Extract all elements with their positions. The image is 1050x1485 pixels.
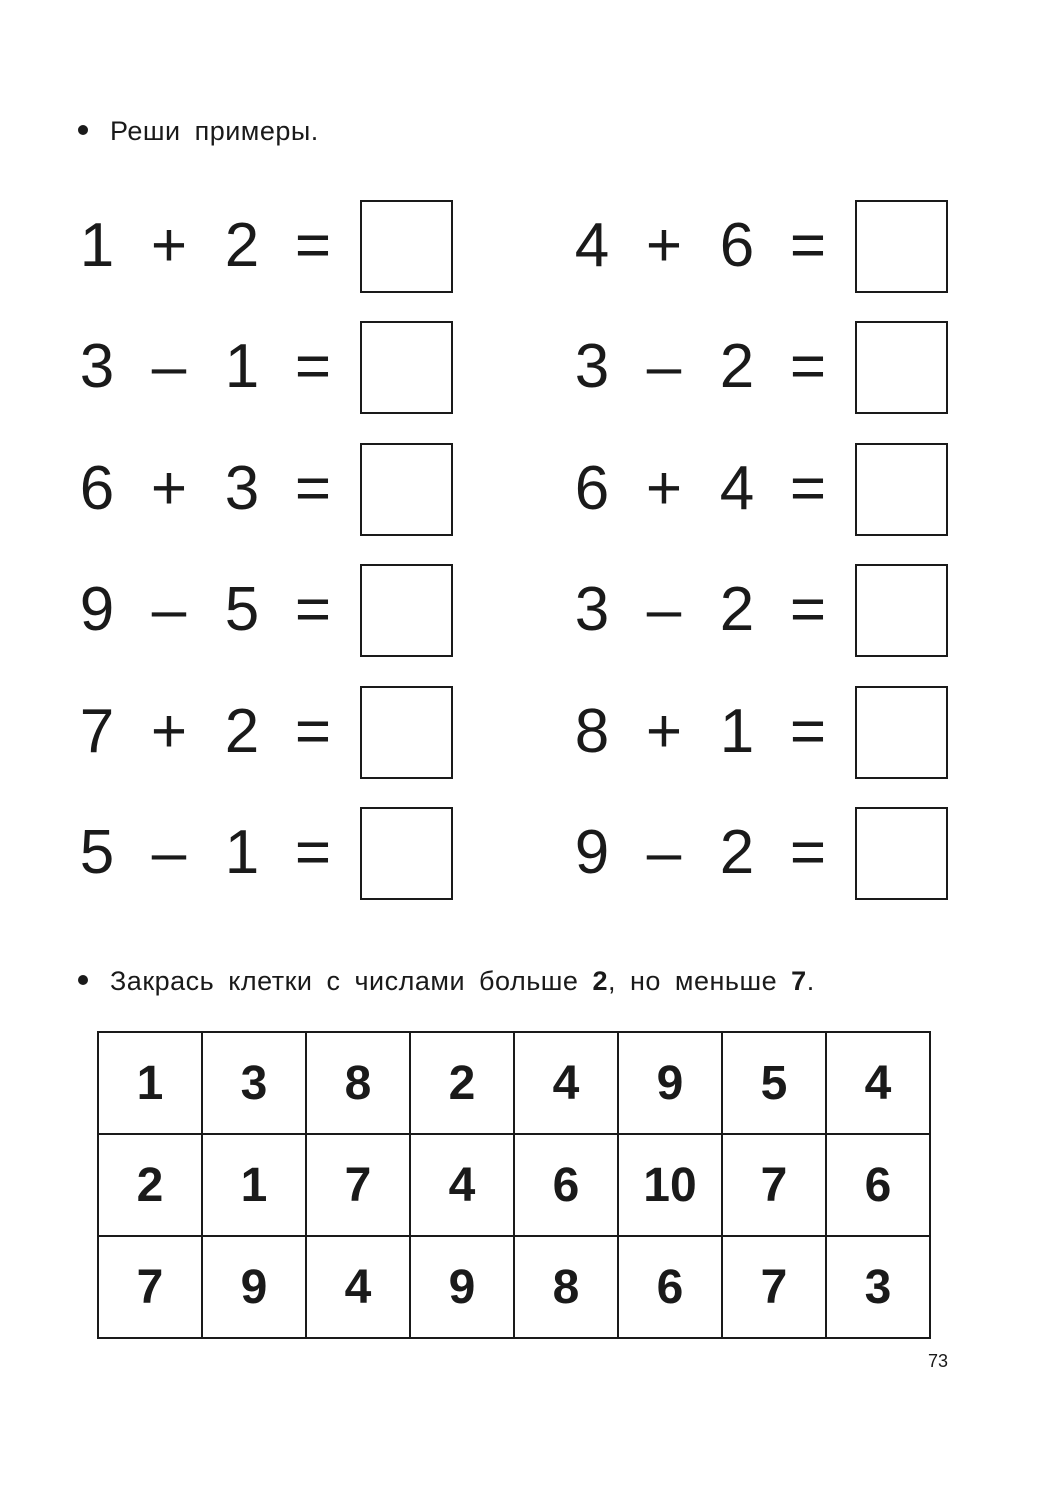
answer-box[interactable]	[360, 200, 453, 293]
example-equals-sign: =	[294, 454, 332, 523]
grid-cell[interactable]: 1	[98, 1032, 202, 1134]
example-equals-sign: =	[789, 211, 827, 280]
instruction-text-part1: Закрась клетки с числами больше	[110, 966, 593, 996]
example-second-operand: 6	[719, 211, 755, 280]
example-second-operand: 2	[719, 332, 755, 401]
grid-cell[interactable]: 7	[306, 1134, 410, 1236]
grid-cell[interactable]: 6	[618, 1236, 722, 1338]
instruction-color-cells	[78, 966, 815, 997]
instruction-solve-examples	[78, 116, 319, 147]
example-first-operand: 3	[574, 575, 610, 644]
example-second-operand: 4	[719, 454, 755, 523]
answer-box[interactable]	[855, 686, 948, 779]
example	[567, 321, 967, 413]
grid-cell[interactable]: 1	[202, 1134, 306, 1236]
example-second-operand: 2	[719, 818, 755, 887]
grid-cell[interactable]: 5	[722, 1032, 826, 1134]
answer-box[interactable]	[360, 321, 453, 414]
example-operator: +	[645, 454, 683, 523]
instruction-number-lower: 2	[592, 966, 608, 996]
answer-box[interactable]	[360, 686, 453, 779]
example-equals-sign: =	[789, 818, 827, 887]
example-operator: +	[150, 697, 188, 766]
grid-cell[interactable]: 8	[514, 1236, 618, 1338]
example-equals-sign: =	[789, 575, 827, 644]
grid-cell[interactable]: 2	[410, 1032, 514, 1134]
example-first-operand: 5	[79, 818, 115, 887]
example-operator: –	[646, 332, 682, 401]
grid-cell[interactable]: 7	[98, 1236, 202, 1338]
example-operator: –	[646, 575, 682, 644]
example-equals-sign: =	[294, 332, 332, 401]
answer-box[interactable]	[855, 564, 948, 657]
grid-cell[interactable]: 3	[202, 1032, 306, 1134]
grid-cell[interactable]: 4	[826, 1032, 930, 1134]
example	[567, 443, 967, 535]
grid-cell[interactable]: 7	[722, 1236, 826, 1338]
example-first-operand: 9	[79, 575, 115, 644]
grid-cell[interactable]: 10	[618, 1134, 722, 1236]
example	[72, 564, 472, 656]
answer-box[interactable]	[855, 200, 948, 293]
answer-box[interactable]	[855, 443, 948, 536]
example-second-operand: 3	[224, 454, 260, 523]
example-first-operand: 8	[574, 697, 610, 766]
example-second-operand: 2	[224, 211, 260, 280]
grid-cell[interactable]: 4	[306, 1236, 410, 1338]
example-operator: –	[151, 332, 187, 401]
answer-box[interactable]	[855, 321, 948, 414]
example-first-operand: 7	[79, 697, 115, 766]
grid-cell[interactable]: 6	[514, 1134, 618, 1236]
example-operator: +	[150, 211, 188, 280]
example-second-operand: 1	[719, 697, 755, 766]
example-second-operand: 5	[224, 575, 260, 644]
grid-cell[interactable]: 9	[410, 1236, 514, 1338]
example-second-operand: 2	[224, 697, 260, 766]
example-first-operand: 1	[79, 211, 115, 280]
example-equals-sign: =	[294, 575, 332, 644]
example-operator: –	[646, 818, 682, 887]
example-equals-sign: =	[294, 818, 332, 887]
example-operator: +	[645, 697, 683, 766]
example-second-operand: 1	[224, 818, 260, 887]
grid-row	[98, 1134, 930, 1236]
example-second-operand: 2	[719, 575, 755, 644]
page-number: 73	[928, 1351, 949, 1371]
example-operator: –	[151, 575, 187, 644]
example-operator: +	[150, 454, 188, 523]
example-equals-sign: =	[789, 697, 827, 766]
answer-box[interactable]	[855, 807, 948, 900]
example-equals-sign: =	[789, 332, 827, 401]
bullet-icon	[78, 125, 88, 135]
example-equals-sign: =	[294, 211, 332, 280]
grid-cell[interactable]: 9	[202, 1236, 306, 1338]
example	[72, 807, 472, 899]
example-second-operand: 1	[224, 332, 260, 401]
example	[72, 443, 472, 535]
answer-box[interactable]	[360, 807, 453, 900]
example	[567, 564, 967, 656]
grid-row	[98, 1236, 930, 1338]
grid-cell[interactable]: 3	[826, 1236, 930, 1338]
example-operator: –	[151, 818, 187, 887]
example-first-operand: 3	[79, 332, 115, 401]
grid-cell[interactable]: 2	[98, 1134, 202, 1236]
grid-cell[interactable]: 8	[306, 1032, 410, 1134]
grid-row	[98, 1032, 930, 1134]
number-grid	[97, 1031, 931, 1339]
answer-box[interactable]	[360, 564, 453, 657]
grid-cell[interactable]: 4	[410, 1134, 514, 1236]
instruction-number-upper: 7	[791, 966, 807, 996]
instruction-text: Реши примеры.	[110, 116, 319, 146]
example-first-operand: 6	[574, 454, 610, 523]
example	[72, 321, 472, 413]
grid-cell[interactable]: 7	[722, 1134, 826, 1236]
example-first-operand: 6	[79, 454, 115, 523]
grid-cell[interactable]: 6	[826, 1134, 930, 1236]
example	[567, 200, 967, 292]
example	[72, 200, 472, 292]
example-equals-sign: =	[789, 454, 827, 523]
bullet-icon	[78, 975, 88, 985]
answer-box[interactable]	[360, 443, 453, 536]
grid-cell[interactable]: 9	[618, 1032, 722, 1134]
example-equals-sign: =	[294, 697, 332, 766]
example	[567, 686, 967, 778]
instruction-text-part3: .	[806, 966, 815, 996]
example-first-operand: 4	[574, 211, 610, 280]
example	[72, 686, 472, 778]
example-first-operand: 9	[574, 818, 610, 887]
example-first-operand: 3	[574, 332, 610, 401]
example	[567, 807, 967, 899]
grid-cell[interactable]: 4	[514, 1032, 618, 1134]
instruction-text-part2: , но меньше	[607, 966, 792, 996]
example-operator: +	[645, 211, 683, 280]
